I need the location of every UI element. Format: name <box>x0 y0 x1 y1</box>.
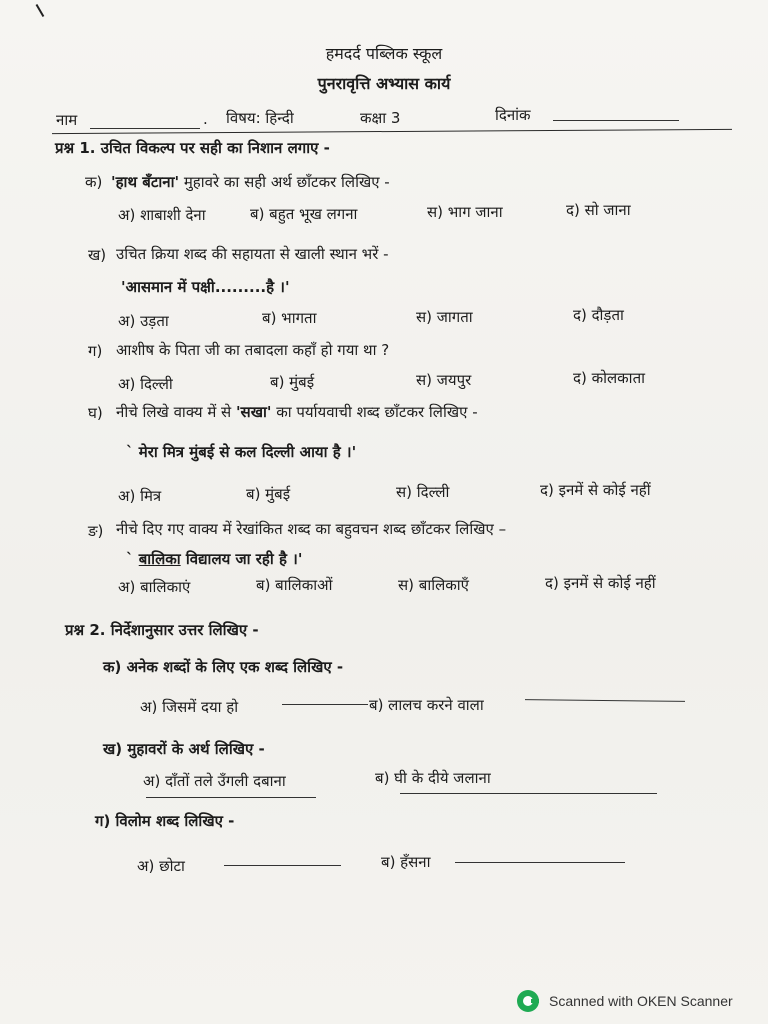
q1-ga-question: आशीष के पिता जी का तबादला कहाँ हो गया था ? <box>116 341 390 359</box>
q2-kha-item-b: ब) घी के दीये जलाना <box>375 769 491 787</box>
date-label: दिनांक <box>495 106 531 124</box>
q1-nga-label: ङ) <box>88 522 104 540</box>
q1-kha-label: ख) <box>88 246 107 264</box>
q2-kha-blank-b <box>400 793 657 794</box>
q2-ga-item-b: ब) हँसना <box>381 853 431 871</box>
q1-nga-option-b: ब) बालिकाओं <box>256 576 333 594</box>
q1-ga-option-c: स) जयपुर <box>416 371 472 389</box>
q1-nga-option-d: द) इनमें से कोई नहीं <box>545 574 656 592</box>
q1-gha-label: घ) <box>88 404 103 422</box>
q1-kha-question: उचित क्रिया शब्द की सहायता से खाली स्थान भरें - <box>116 245 389 263</box>
q1-kha-option-a: अ) उड़ता <box>118 312 169 330</box>
q1-gha-word: 'सखा' <box>235 403 272 421</box>
q2-kha-item-a: अ) दाँतों तले उँगली दबाना <box>143 772 286 790</box>
q1-nga-sentence <box>126 549 302 569</box>
class-label: कक्षा 3 <box>360 109 401 127</box>
q1-gha-text-a: नीचे लिखे वाक्य में से <box>116 403 236 421</box>
q2-ga-label: ग) विलोम शब्द लिखिए - <box>95 812 235 830</box>
q1-nga-option-a: अ) बालिकाएं <box>118 578 191 596</box>
q1-ka-label: क) <box>85 173 103 191</box>
school-name: हमदर्द पब्लिक स्कूल <box>325 44 443 63</box>
q1-ga-option-d: द) कोलकाता <box>573 369 646 387</box>
q1-nga-option-c: स) बालिकाएँ <box>398 576 469 594</box>
q2-ka-item-a: अ) जिसमें दया हो <box>140 698 239 716</box>
q1-gha-sentence: ` मेरा मित्र मुंबई से कल दिल्ली आया है ।' <box>126 443 357 461</box>
name-label: नाम <box>56 111 78 129</box>
q1-title: प्रश्न 1. उचित विकल्प पर सही का निशान लगाए - <box>55 139 330 157</box>
q1-kha-option-d: द) दौड़ता <box>573 306 624 324</box>
q1-ga-label: ग) <box>88 342 103 360</box>
q2-ka-blank-a <box>282 704 368 705</box>
oken-logo-icon <box>517 990 539 1012</box>
q2-ga-item-a: अ) छोटा <box>137 857 185 875</box>
q1-gha-option-c: स) दिल्ली <box>396 483 450 501</box>
worksheet-title: पुनरावृत्ति अभ्यास कार्य <box>317 74 451 93</box>
q1-ga-option-a: अ) दिल्ली <box>118 375 173 393</box>
name-dot: . <box>203 110 208 128</box>
q2-ga-blank-b <box>455 862 625 863</box>
q2-title: प्रश्न 2. निर्देशानुसार उत्तर लिखिए - <box>65 621 259 639</box>
q1-ka-option-c: स) भाग जाना <box>427 203 503 221</box>
q1-gha-text-c: का पर्यायवाची शब्द छाँटकर लिखिए - <box>271 403 478 421</box>
q1-ga-option-b: ब) मुंबई <box>270 373 315 391</box>
q2-ka-blank-b <box>525 699 685 702</box>
subject-label: विषय: हिन्दी <box>226 109 294 127</box>
q1-nga-underlined-word: बालिका <box>138 550 181 568</box>
q1-ka-instruction: मुहावरे का सही अर्थ छाँटकर लिखिए - <box>179 173 390 191</box>
name-blank <box>90 128 200 129</box>
q1-kha-option-b: ब) भागता <box>262 309 317 327</box>
q1-ka-option-b: ब) बहुत भूख लगना <box>250 205 358 223</box>
q1-nga-sentence-rest: विद्यालय जा रही है ।' <box>180 550 303 568</box>
q1-kha-option-c: स) जागता <box>416 308 473 326</box>
q2-kha-blank-a <box>146 797 316 798</box>
scanner-text: Scanned with OKEN Scanner <box>549 993 733 1009</box>
q1-nga-quote: ` <box>126 550 139 568</box>
q2-ga-blank-a <box>224 865 341 866</box>
pen-mark <box>36 0 57 17</box>
q1-gha-option-a: अ) मित्र <box>118 487 162 505</box>
q1-gha-question <box>116 402 478 422</box>
q1-nga-question: नीचे दिए गए वाक्य में रेखांकित शब्द का बहुवचन शब्द छाँटकर लिखिए – <box>116 520 507 538</box>
q1-ka-idiom: 'हाथ बँटाना' <box>111 173 180 191</box>
date-blank <box>553 120 679 121</box>
q2-ka-item-b: ब) लालच करने वाला <box>369 696 484 714</box>
q2-kha-label: ख) मुहावरों के अर्थ लिखिए - <box>103 740 265 758</box>
q1-ka-option-d: द) सो जाना <box>566 201 631 219</box>
q2-ka-label: क) अनेक शब्दों के लिए एक शब्द लिखिए - <box>103 658 344 676</box>
q1-ka-question <box>111 172 390 192</box>
header-divider <box>52 129 732 134</box>
q1-gha-option-d: द) इनमें से कोई नहीं <box>540 481 651 499</box>
q1-kha-sentence: 'आसमान में पक्षी.........है ।' <box>121 278 290 296</box>
q1-gha-option-b: ब) मुंबई <box>246 485 291 503</box>
scanner-watermark <box>517 990 733 1012</box>
q1-ka-option-a: अ) शाबाशी देना <box>118 206 206 224</box>
